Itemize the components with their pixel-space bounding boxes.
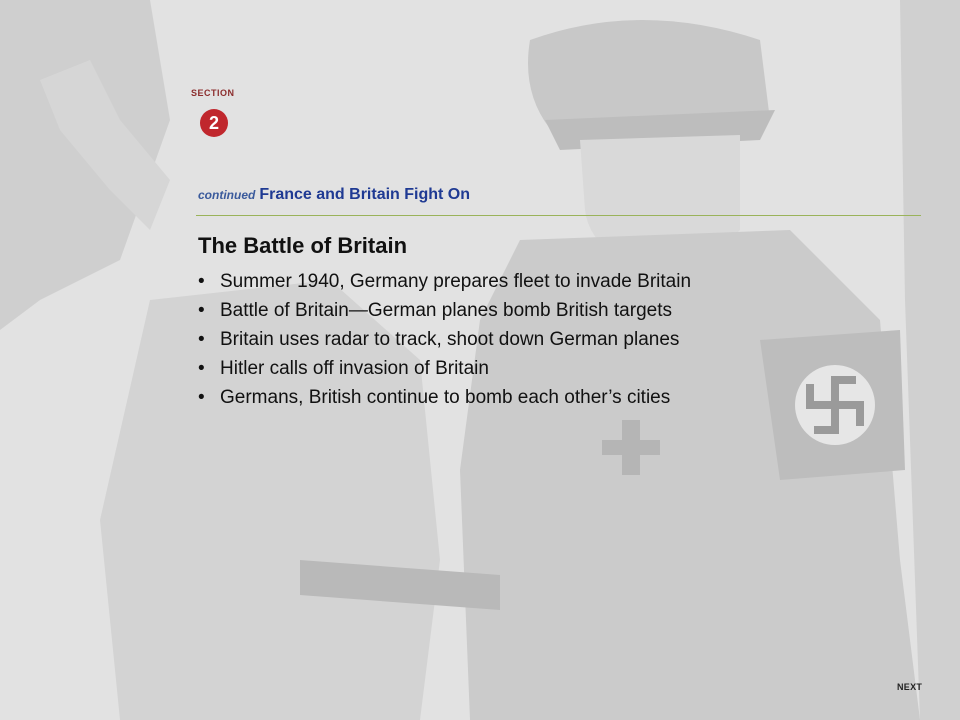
- bullet-text: Summer 1940, Germany prepares fleet to invade Britain: [220, 271, 692, 292]
- section-label: SECTION: [191, 88, 235, 98]
- header-divider: [196, 215, 921, 216]
- bullet-item: [198, 296, 758, 325]
- bullet-item: [198, 354, 758, 383]
- continued-label: continued: [198, 188, 256, 202]
- subtitle-text: France and Britain Fight On: [259, 186, 471, 203]
- section-number-badge: 2: [200, 109, 228, 137]
- bullet-dot-icon: •: [198, 300, 205, 321]
- bullet-text: Britain uses radar to track, shoot down German planes: [220, 329, 680, 350]
- bullet-text: Germans, British continue to bomb each other’s cities: [220, 387, 671, 408]
- next-button[interactable]: NEXT: [897, 682, 923, 692]
- bullet-dot-icon: •: [198, 358, 205, 379]
- bullet-item: [198, 383, 758, 412]
- bullet-item: [198, 267, 758, 296]
- bullet-item: [198, 325, 758, 354]
- slide-subtitle: [198, 186, 470, 204]
- bullet-dot-icon: •: [198, 387, 205, 408]
- bullet-list: [198, 267, 758, 412]
- bullet-text: Hitler calls off invasion of Britain: [220, 358, 489, 379]
- slide-title: The Battle of Britain: [198, 233, 408, 258]
- bullet-text: Battle of Britain—German planes bomb British targets: [220, 300, 672, 321]
- bullet-dot-icon: •: [198, 329, 205, 350]
- bullet-dot-icon: •: [198, 271, 205, 292]
